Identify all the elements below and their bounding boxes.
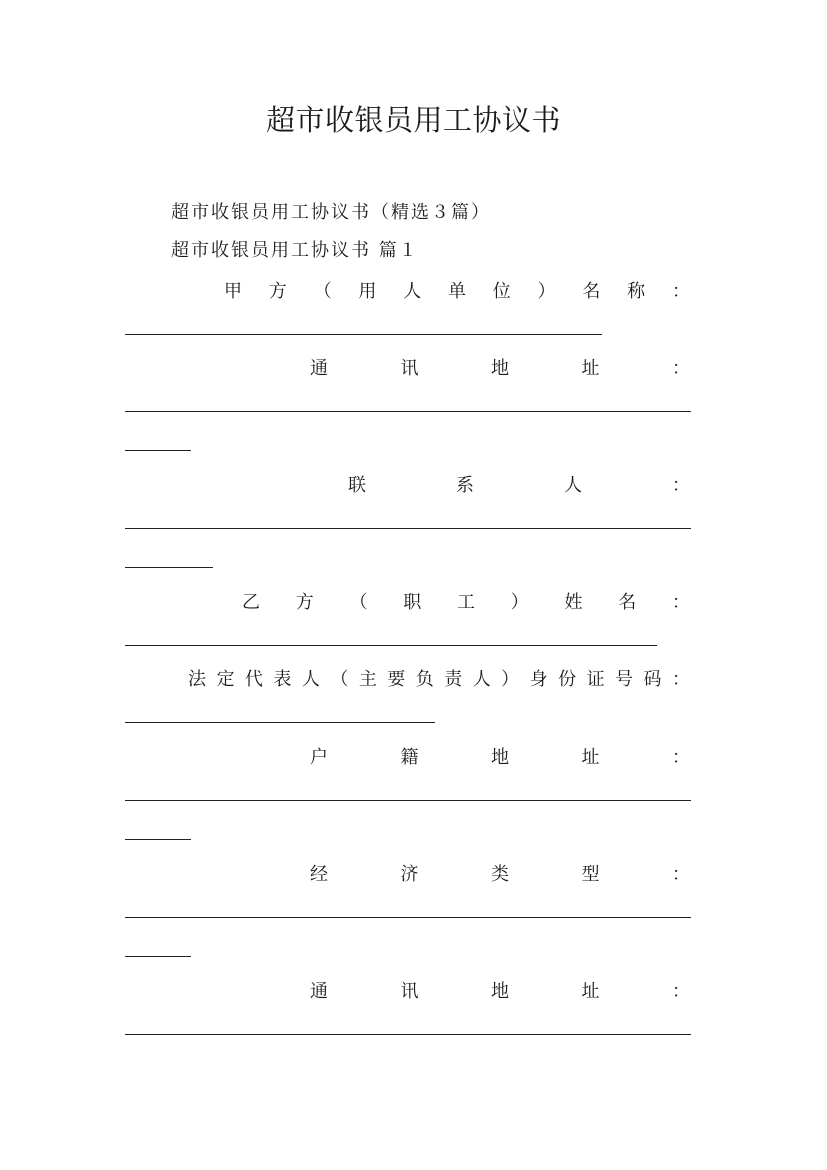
label-char: 联 (348, 475, 366, 496)
label-char: 代 (244, 669, 263, 690)
label-char: 号 (615, 669, 634, 690)
label-char: 法 (188, 669, 206, 690)
field-employee-name-label (242, 588, 690, 614)
label-char: ： (672, 358, 690, 379)
label-char: ） (510, 592, 529, 613)
label-char: 表 (273, 669, 292, 690)
label-char: 要 (387, 669, 406, 690)
label-char: 份 (558, 669, 577, 690)
label-char: 方 (295, 592, 314, 613)
label-char: 人 (403, 281, 422, 302)
blank-employee-address (125, 1034, 691, 1035)
label-char: ： (671, 281, 690, 302)
label-char: 类 (491, 864, 509, 885)
field-employer-name-label (224, 277, 690, 303)
subtitle-line-1: 超市收银员用工协议书（精选３篇） (171, 202, 491, 223)
label-char: 讯 (400, 981, 419, 1002)
label-char: 经 (310, 864, 328, 885)
field-id-number-label (188, 665, 690, 691)
label-char: 址 (581, 358, 600, 379)
field-economic-type-label (310, 860, 690, 886)
label-char: 负 (415, 669, 434, 690)
label-char: （ (349, 592, 368, 613)
blank-household-address (125, 800, 691, 801)
label-char: 工 (457, 592, 475, 613)
label-char: ： (672, 475, 690, 496)
label-char: 称 (627, 281, 646, 302)
label-char: ： (672, 981, 690, 1002)
field-contact-label (348, 471, 690, 497)
label-char: 型 (581, 864, 600, 885)
subtitle-line-2: 超市收银员用工协议书 篇１ (171, 240, 419, 261)
field-employer-address-label (310, 354, 690, 380)
label-char: ） (537, 281, 556, 302)
label-char: 主 (358, 669, 377, 690)
field-household-address-label (310, 743, 690, 769)
label-char: 姓 (564, 592, 583, 613)
label-char: ） (501, 669, 520, 690)
blank-household-address-cont (125, 839, 191, 840)
label-char: 讯 (400, 358, 419, 379)
label-char: 人 (301, 669, 320, 690)
label-char: ： (672, 864, 690, 885)
blank-contact (125, 528, 691, 529)
label-char: 户 (310, 747, 328, 768)
label-char: 地 (491, 981, 509, 1002)
label-char: 地 (491, 358, 509, 379)
label-char: 址 (581, 747, 600, 768)
label-char: （ (313, 281, 332, 302)
field-employee-address-label (310, 977, 690, 1003)
label-char: ： (672, 592, 690, 613)
label-char: 通 (310, 981, 328, 1002)
label-char: 证 (586, 669, 605, 690)
label-char: 甲 (224, 281, 242, 302)
label-char: 地 (491, 747, 509, 768)
label-char: 人 (564, 475, 582, 496)
label-char: 单 (447, 281, 466, 302)
label-char: ： (671, 669, 690, 690)
document-title: 超市收银员用工协议书 (265, 103, 561, 137)
blank-employer-address-cont (125, 450, 191, 451)
label-char: 籍 (400, 747, 419, 768)
label-char: 身 (529, 669, 548, 690)
blank-employer-address (125, 411, 691, 412)
label-char: 乙 (242, 592, 260, 613)
label-char: 用 (358, 281, 377, 302)
blank-economic-type (125, 917, 691, 918)
label-char: 码 (643, 669, 662, 690)
label-char: 名 (618, 592, 637, 613)
label-char: 系 (456, 475, 474, 496)
blank-employee-name (125, 645, 657, 646)
label-char: （ (330, 669, 349, 690)
blank-employer-name (125, 334, 602, 335)
label-char: 责 (444, 669, 463, 690)
blank-economic-type-cont (125, 956, 191, 957)
label-char: 济 (400, 864, 419, 885)
blank-id-number (125, 722, 435, 723)
label-char: ： (672, 747, 690, 768)
label-char: 通 (310, 358, 328, 379)
label-char: 职 (403, 592, 422, 613)
label-char: 方 (268, 281, 287, 302)
label-char: 位 (492, 281, 511, 302)
blank-contact-cont (125, 567, 213, 568)
label-char: 址 (581, 981, 600, 1002)
label-char: 定 (216, 669, 235, 690)
label-char: 名 (582, 281, 601, 302)
label-char: 人 (472, 669, 491, 690)
